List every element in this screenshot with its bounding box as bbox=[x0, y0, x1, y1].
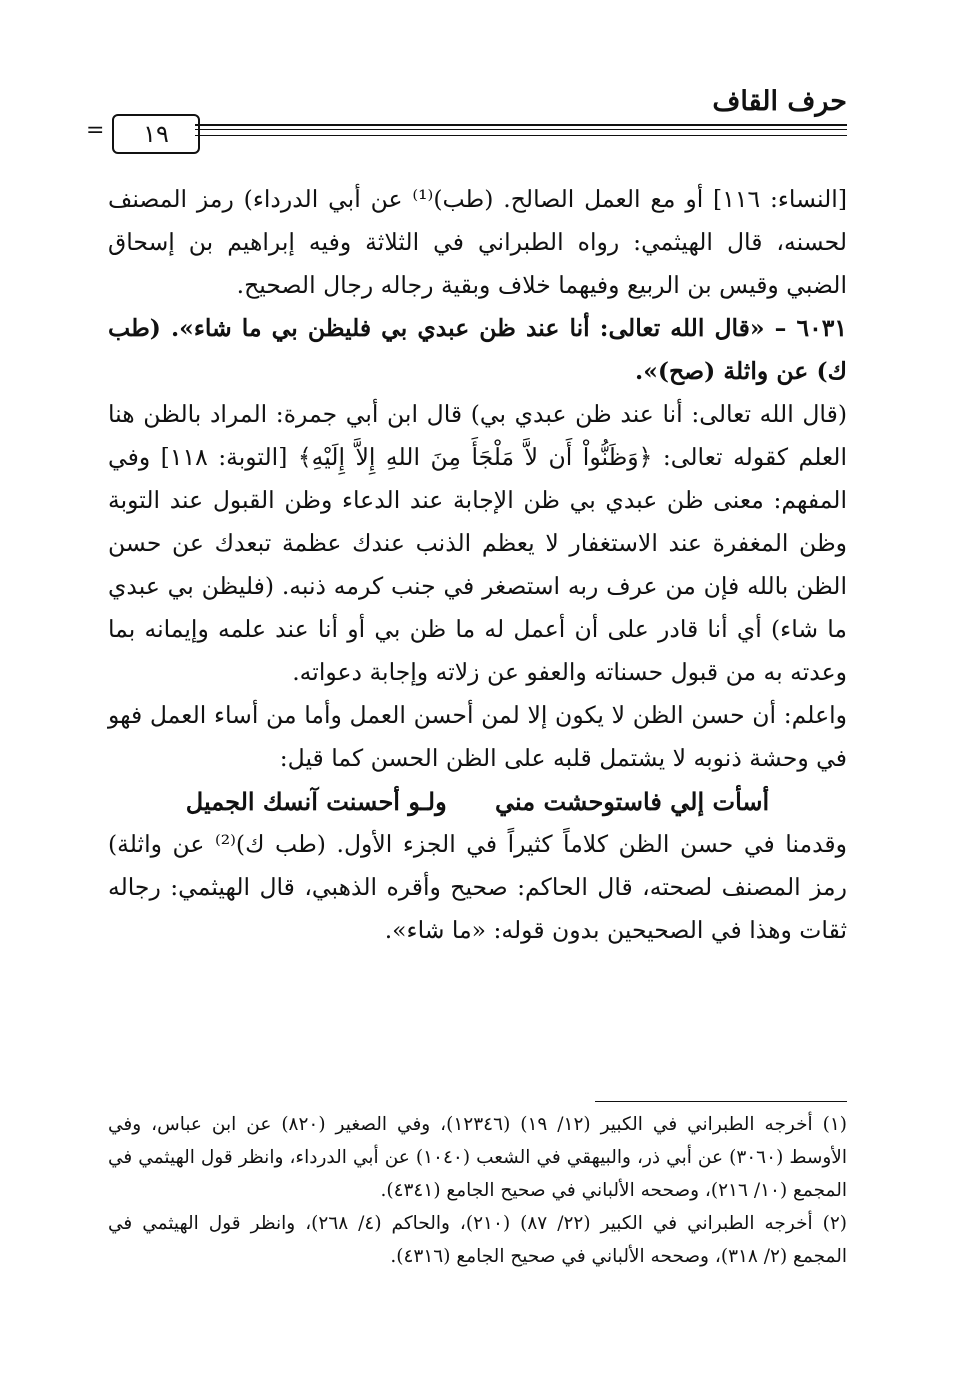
poetry-verse bbox=[108, 780, 847, 823]
footnote-rule bbox=[595, 1101, 847, 1102]
header-rule bbox=[195, 124, 847, 138]
verse-second-hemistich: ولـو أحسنت آنسك الجميل bbox=[185, 787, 447, 816]
main-text bbox=[108, 178, 847, 952]
verse-first-hemistich: أسأت إلي فاستوحشت مني bbox=[495, 787, 770, 816]
paragraph-4: وقدمنا في حسن الظن كلاماً كثيراً في الجزء الأول. (طب ك)⁽²⁾ عن واثلة) رمز المصنف لصحته، قال الحاكم: صحيح وأقره الذهبي، قال الهيثمي: رجاله ثقات وهذا في الصحيحين بدون قوله: «ما شاء». bbox=[108, 830, 847, 944]
footnote-2: (٢) أخرجه الطبراني في الكبير (٢٢/ ٨٧) (٢١٠)، والحاكم (٤/ ٢٦٨)، وانظر قول الهيثمي في المجمع (٢/ ٣١٨)، وصححه الألباني في صحيح الجامع (٤٣١٦). bbox=[108, 1213, 848, 1267]
paragraph-1: [النساء: ١١٦] أو مع العمل الصالح. (طب)⁽¹⁾ عن أبي الدرداء) رمز المصنف لحسنه، قال الهيثمي: رواه الطبراني في الثلاثة وفيه إبراهيم بن إسحاق الضبي وقيس بن الربيع وفيهما خلاف وبقية رجاله رجال الصحيح. bbox=[108, 185, 847, 299]
footnote-1: (١) أخرجه الطبراني في الكبير (١٢/ ١٩) (١٢٣٤٦)، وفي الصغير (٨٢٠) عن ابن عباس، وفي الأوسط (٣٠٦٠) عن أبي ذر، والبيهقي في الشعب (١٠٤٠) عن أبي الدرداء، وانظر قول الهيثمي في المجمع (١٠/ ٢١٦)، وصححه الألباني في صحيح الجامع (٤٣٤١). bbox=[108, 1114, 848, 1201]
paragraph-3: واعلم: أن حسن الظن لا يكون إلا لمن أحسن العمل وأما من أساء العمل فهو في وحشة ذنوبه لا يشتمل قلبه على الظن الحسن كما قيل: bbox=[108, 701, 847, 772]
footnotes bbox=[108, 1108, 847, 1273]
paragraph-2: (قال الله تعالى: أنا عند ظن عبدي بي) قال ابن أبي جمرة: المراد بالظن هنا العلم كقوله تعالى: ﴿وَظَنُّواْ أَن لاَّ مَلْجَأَ مِنَ اللهِ إِلاَّ إِلَيْهِ﴾ [التوبة: ١١٨] وفي المفهم: معنى ظن عبدي بي ظن الإجابة عند الدعاء وظن القبول عند التوبة وظن المغفرة عند الاستغفار لا يعظم الذنب عندك عظمة تبعدك عن حسن الظن بالله فإن من عرف ربه استصغر في جنب كرمه ذنبه. (فليظن بي عبدي ما شاء) أي أنا قادر على أن أعمل له ما ظن بي أو أنا عند علمه وإيمانه بما وعدته به من قبول حسناته والعفو عن زلاته وإجابة دعواته. bbox=[108, 400, 847, 686]
chapter-title: حرف القاف bbox=[712, 86, 847, 117]
header-ornament: = bbox=[86, 118, 105, 143]
page-number: ١٩ bbox=[112, 114, 200, 154]
hadith-text: ٦٠٣١ – «قال الله تعالى: أنا عند ظن عبدي بي فليظن بي ما شاء». (طب ك) عن واثلة (صح)». bbox=[108, 314, 847, 385]
